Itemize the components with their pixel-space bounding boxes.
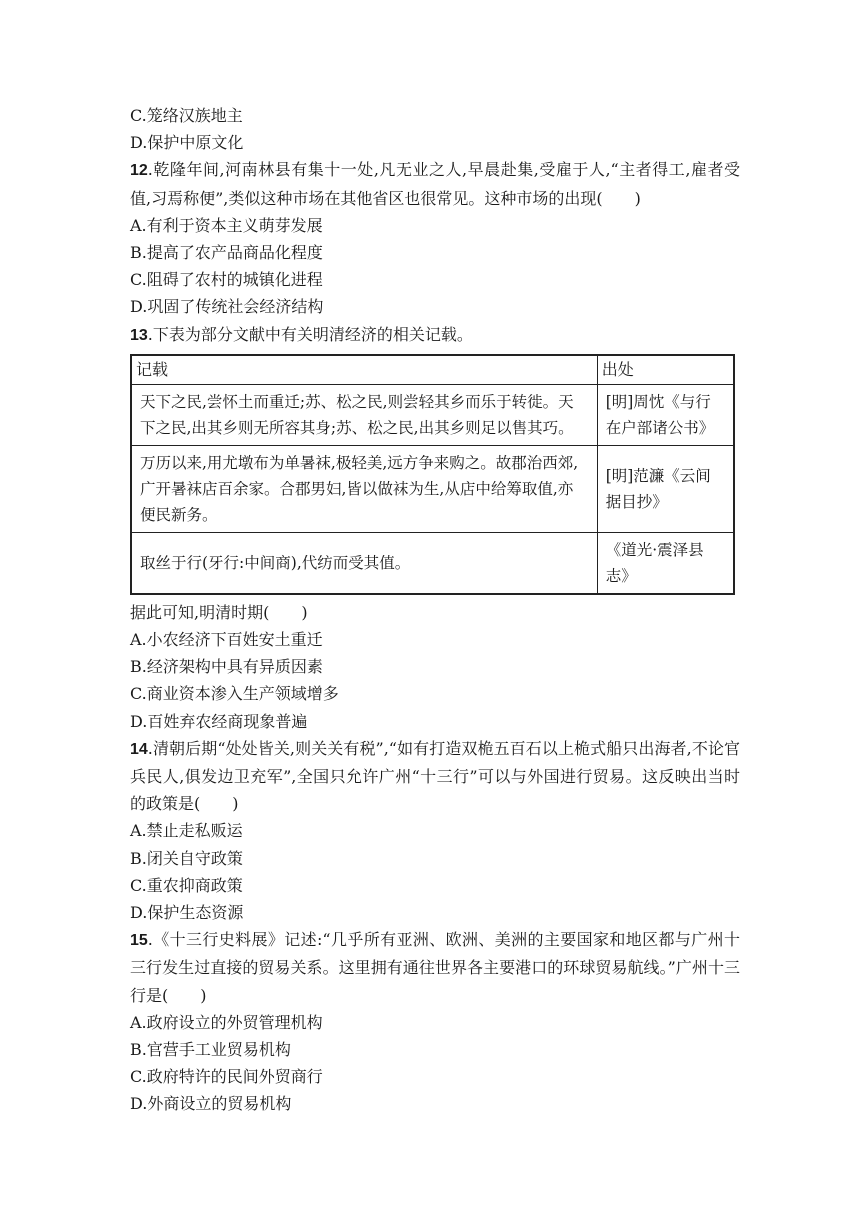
q14-option-c: C.重农抑商政策 (130, 875, 243, 895)
q15-option-b: B.官营手工业贸易机构 (130, 1040, 291, 1060)
q14-option-a: A.禁止走私贩运 (130, 821, 243, 841)
exam-page (130, 102, 740, 1118)
record-cell: 天下之民,尝怀土而重迁;苏、松之民,则尝轻其乡而乐于转徙。天下之民,出其乡则无所容其身;苏、松之民,出其乡则足以售其巧。 (131, 384, 597, 445)
q12-stem (130, 156, 740, 211)
q15-option-d: D.外商设立的贸易机构 (130, 1094, 292, 1114)
record-cell: 取丝于行(牙行:中间商),代纺而受其值。 (131, 532, 597, 594)
source-cell: [明]周忱《与行在户部诸公书》 (597, 384, 734, 445)
q15-number: 15 (130, 932, 148, 950)
header-source: 出处 (597, 355, 734, 385)
q12-option-a: A.有利于资本主义萌芽发展 (130, 215, 323, 235)
source-cell: 《道光·震泽县志》 (597, 532, 734, 594)
q15-option-c: C.政府特许的民间外贸商行 (130, 1067, 323, 1087)
records-table (130, 354, 735, 595)
q15-option-a: A.政府设立的外贸管理机构 (130, 1012, 323, 1032)
question-14 (130, 735, 740, 926)
source-cell: [明]范濂《云间据目抄》 (597, 445, 734, 532)
q12-option-c: C.阻碍了农村的城镇化进程 (130, 270, 323, 290)
q12-option-d: D.巩固了传统社会经济结构 (130, 297, 324, 317)
q14-option-d: D.保护生态资源 (130, 903, 244, 923)
q13-option-b: B.经济架构中具有异质因素 (130, 657, 323, 677)
question-13 (130, 321, 740, 735)
q15-stem-text: .《十三行史料展》记述:“几乎所有亚洲、欧洲、美洲的主要国家和地区都与广州十三行发生过直接的贸易关系。这里拥有通往世界各主要港口的环球贸易航线。”广州十三行是( ) (130, 930, 740, 1005)
question-12 (130, 156, 740, 320)
q13-option-c: C.商业资本渗入生产领域增多 (130, 684, 339, 704)
table-row (131, 445, 734, 532)
q15-stem (130, 926, 740, 1009)
q11-option-c: C.笼络汉族地主 (130, 106, 243, 125)
q14-number: 14 (130, 740, 148, 758)
table-header-row (131, 355, 734, 385)
q14-stem (130, 735, 740, 818)
q11-option-d: D.保护中原文化 (130, 133, 244, 153)
table-row (131, 532, 734, 594)
q13-option-a: A.小农经济下百姓安土重迁 (130, 630, 323, 650)
q13-stem-text: .下表为部分文献中有关明清经济的相关记载。 (147, 324, 473, 344)
question-15 (130, 926, 740, 1117)
q14-stem-text: .清朝后期“处处皆关,则关关有税”,“如有打造双桅五百石以上桅式船只出海者,不论官兵民人,俱发边卫充军”,全国只允许广州“十三行”可以与外国进行贸易。这反映出当时的政策是( ) (130, 738, 740, 814)
header-record: 记载 (131, 355, 597, 385)
q12-option-b: B.提高了农产品商品化程度 (130, 243, 323, 263)
q12-number: 12 (130, 162, 148, 180)
q13-number: 13 (130, 326, 148, 344)
q14-option-b: B.闭关自守政策 (130, 848, 243, 868)
q12-stem-text: .乾隆年间,河南林县有集十一处,凡无业之人,早晨赴集,受雇于人,“主者得工,雇者受值,习焉称便”,类似这种市场在其他省区也很常见。这种市场的出现( ) (130, 160, 740, 208)
record-cell: 万历以来,用尤墩布为单暑袜,极轻美,远方争来购之。故郡治西郊,广开暑袜店百余家。合郡男妇,皆以做袜为生,从店中给筹取值,亦便民新务。 (131, 445, 597, 532)
table-row (131, 384, 734, 445)
q13-stem (130, 321, 740, 349)
q13-after-table: 据此可知,明清时期( ) (130, 602, 308, 622)
q13-option-d: D.百姓弃农经商现象普遍 (130, 711, 308, 731)
